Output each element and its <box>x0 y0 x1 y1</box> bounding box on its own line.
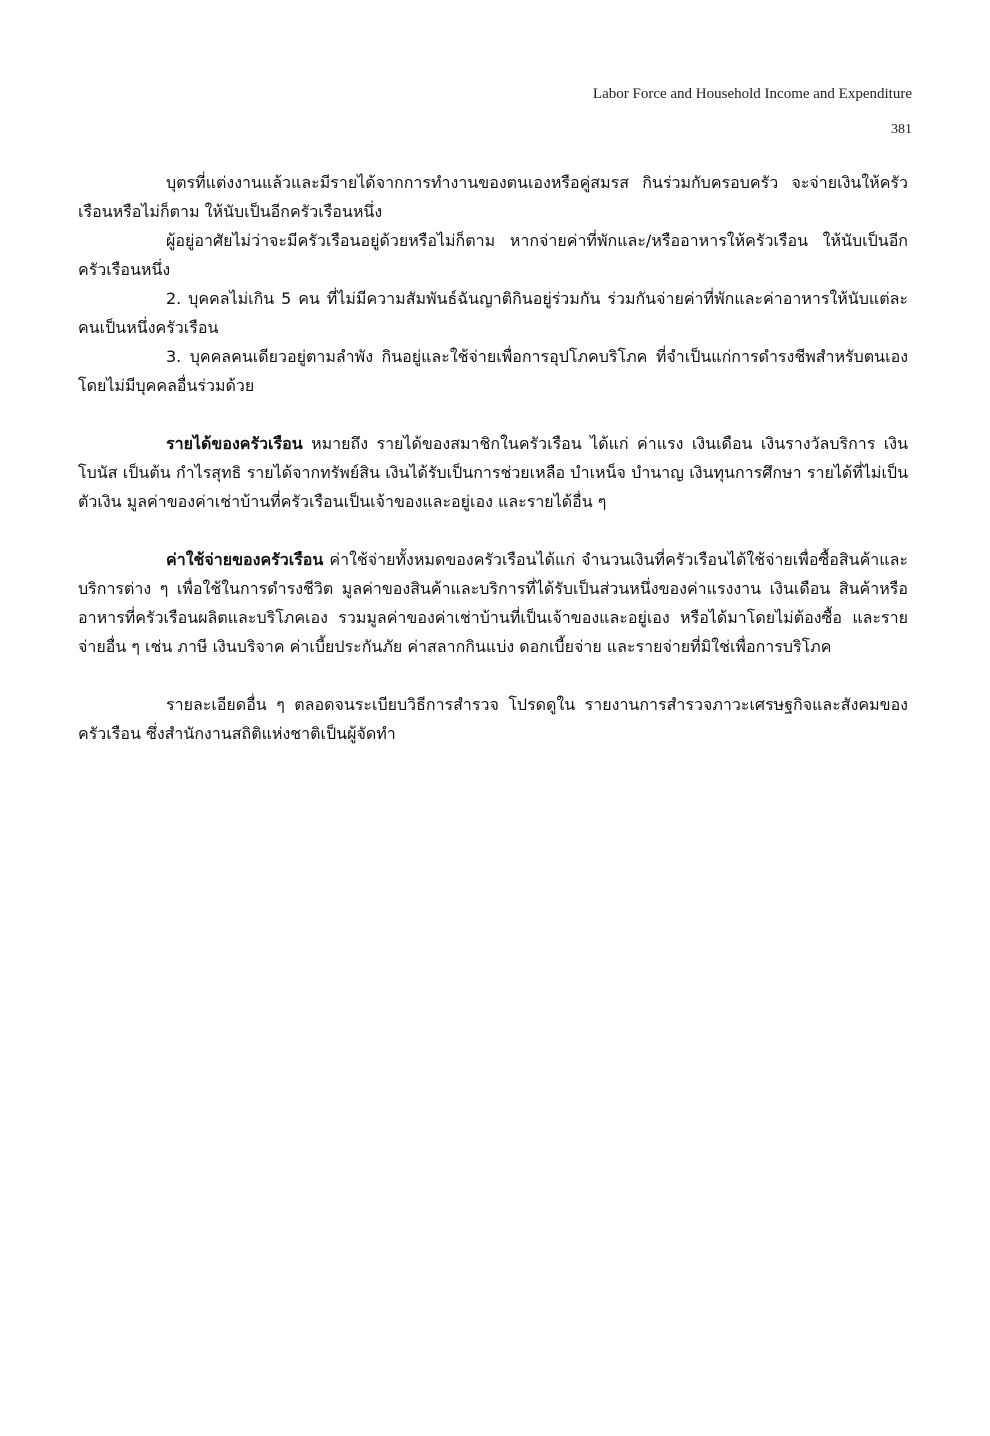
paragraph-married-children: บุตรที่แต่งงานแล้วและมีรายได้จากการทำงานของตนเองหรือคู่สมรส กินร่วมกับครอบครัว จะจ่ายเงินให้ครัวเรือนหรือไม่ก็ตาม ให้นับเป็นอีกครัวเรือนหนึ่ง <box>78 173 908 221</box>
paragraph-household-expenditure <box>78 545 908 661</box>
paragraph-item-2: 2. บุคคลไม่เกิน 5 คน ที่ไม่มีความสัมพันธ์ฉันญาติกินอยู่ร่วมกัน ร่วมกันจ่ายค่าที่พักและค่าอาหารให้นับแต่ละคนเป็นหนึ่งครัวเรือน <box>78 289 908 337</box>
term-household-income: รายได้ของครัวเรือน <box>166 434 303 453</box>
paragraph-household-income <box>78 429 908 516</box>
definition-household-expenditure: ค่าใช้จ่ายทั้งหมดของครัวเรือนได้แก่ จำนวนเงินที่ครัวเรือนได้ใช้จ่ายเพื่อซื้อสินค้าและบริการต่าง ๆ เพื่อใช้ในการดำรงชีวิต มูลค่าของสินค้าและบริการที่ได้รับเป็นส่วนหนึ่งของค่าแรงงาน เงินเดือน สินค้าหรืออาหารที่ครัวเรือนผลิตและบริโภคเอง รวมมูลค่าของค่าเช่าบ้านที่เป็นเจ้าของและอยู่เอง หรือได้มาโดยไม่ต้องซื้อ และรายจ่ายอื่น ๆ เช่น ภาษี เงินบริจาค ค่าเบี้ยประกันภัย ค่าสลากกินแบ่ง ดอกเบี้ยจ่าย และรายจ่ายที่มิใช่เพื่อการบริโภค <box>78 550 908 656</box>
paragraph-lodgers: ผู้อยู่อาศัยไม่ว่าจะมีครัวเรือนอยู่ด้วยหรือไม่ก็ตาม หากจ่ายค่าที่พักและ/หรืออาหารให้ครัวเรือน ให้นับเป็นอีกครัวเรือนหนึ่ง <box>78 231 908 279</box>
body-text <box>78 168 908 748</box>
definition-household-income: หมายถึง รายได้ของสมาชิกในครัวเรือน ได้แก่ ค่าแรง เงินเดือน เงินรางวัลบริการ เงินโบนัส เป็นต้น กำไรสุทธิ รายได้จากทรัพย์สิน เงินได้รับเป็นการช่วยเหลือ บำเหน็จ บำนาญ เงินทุนการศึกษา รายได้ที่ไม่เป็นตัวเงิน มูลค่าของค่าเช่าบ้านที่ครัวเรือนเป็นเจ้าของและอยู่เอง และรายได้อื่น ๆ <box>78 434 908 511</box>
term-household-expenditure: ค่าใช้จ่ายของครัวเรือน <box>166 550 324 569</box>
paragraph-item-3: 3. บุคคลคนเดียวอยู่ตามลำพัง กินอยู่และใช้จ่ายเพื่อการอุปโภคบริโภค ที่จำเป็นแก่การดำรงชีพสำหรับตนเอง โดยไม่มีบุคคลอื่นร่วมด้วย <box>78 347 908 395</box>
paragraph-further-details: รายละเอียดอื่น ๆ ตลอดจนระเบียบวิธีการสำรวจ โปรดดูใน รายงานการสำรวจภาวะเศรษฐกิจและสังคมของครัวเรือน ซึ่งสำนักงานสถิติแห่งชาติเป็นผู้จัดทำ <box>78 695 908 743</box>
running-header: Labor Force and Household Income and Expenditure <box>592 86 912 102</box>
page-number: 381 <box>891 122 912 137</box>
